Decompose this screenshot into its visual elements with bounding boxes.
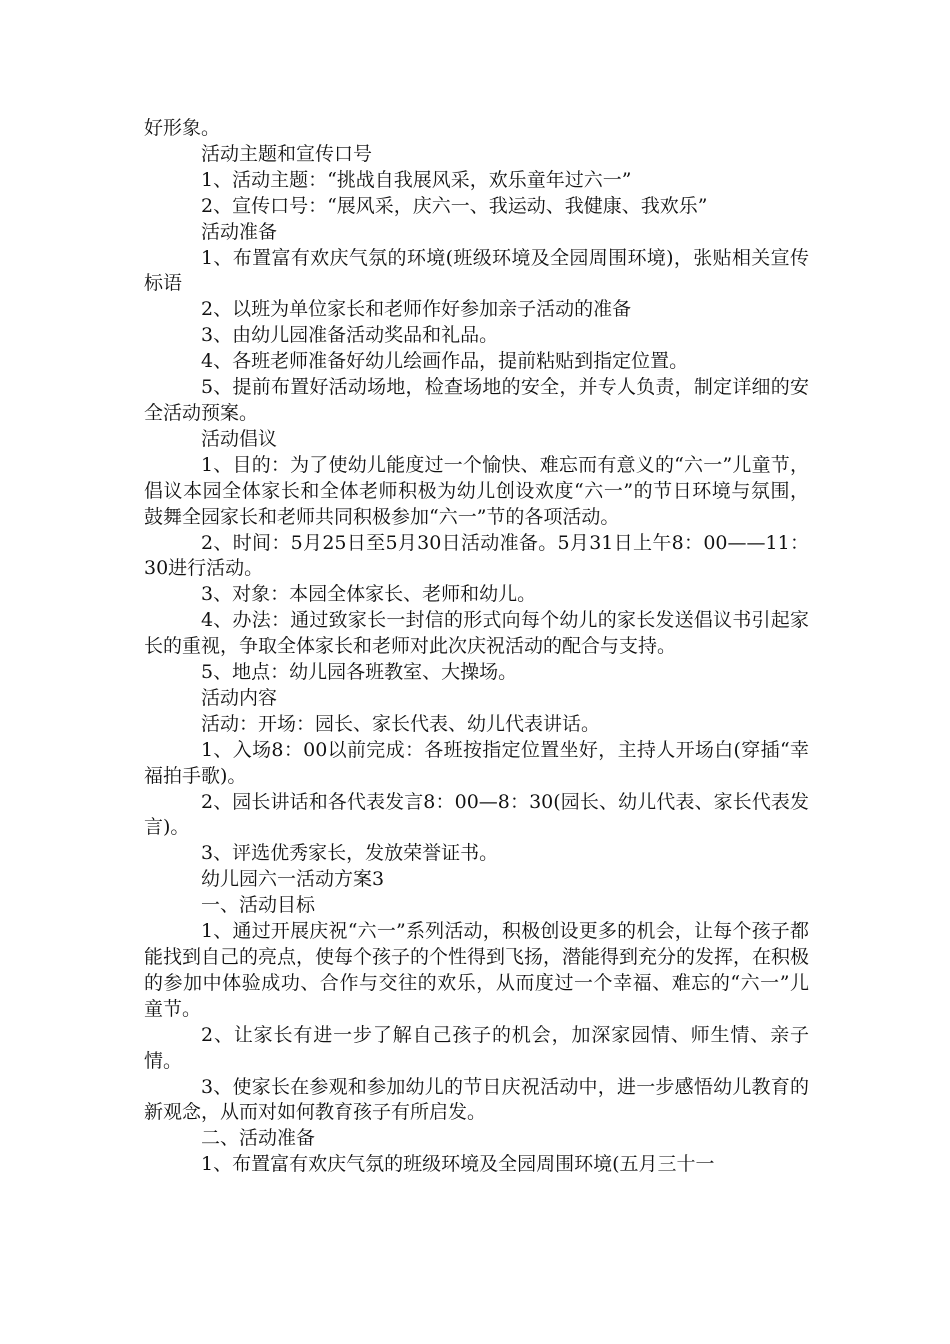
paragraph-0: 好形象。	[144, 117, 221, 139]
paragraph-prep-2: 2、以班为单位家长和老师作好参加亲子活动的准备	[201, 298, 632, 321]
paragraph-goal-2: 2、让家长有进一步了解自己孩子的机会，加深家园情、师生情、亲子情。	[144, 1023, 809, 1072]
plan-title-3: 幼儿园六一活动方案3	[201, 868, 385, 891]
paragraph-content-intro: 活动：开场：园长、家长代表、幼儿代表讲话。	[201, 712, 601, 735]
paragraph-init-5: 5、地点：幼儿园各班教室、大操场。	[201, 661, 518, 684]
paragraph-init-1: 1、目的：为了使幼儿能度过一个愉快、难忘而有意义的“六一”儿童节，倡议本园全体家长和全体老师积极为幼儿创设欢度“六一”的节日环境与氛围，鼓舞全园家长和老师共同积极参加“六一”节的各项活动。	[144, 453, 809, 528]
section-heading-goals: 一、活动目标	[201, 894, 316, 917]
paragraph-prep2-1: 1、布置富有欢庆气氛的班级环境及全园周围环境(五月三十一	[201, 1153, 715, 1176]
paragraph-prep-5: 5、提前布置好活动场地，检查场地的安全，并专人负责，制定详细的安全活动预案。	[144, 376, 809, 424]
section-heading-preparation: 活动准备	[201, 220, 278, 243]
paragraph-content-1: 1、入场8：00以前完成：各班按指定位置坐好，主持人开场白(穿插“幸福拍手歌)。	[144, 738, 809, 787]
paragraph-theme-2: 2、宣传口号：“展风采，庆六一、我运动、我健康、我欢乐”	[201, 194, 708, 217]
section-heading-preparation-2: 二、活动准备	[201, 1127, 316, 1150]
paragraph-init-2: 2、时间：5月25日至5月30日活动准备。5月31日上午8：00——11：30进行活动。	[144, 531, 809, 580]
section-heading-initiative: 活动倡议	[201, 427, 278, 450]
section-heading-content: 活动内容	[201, 686, 278, 709]
section-heading-theme: 活动主题和宣传口号	[201, 142, 373, 165]
paragraph-goal-3: 3、使家长在参观和参加幼儿的节日庆祝活动中，进一步感悟幼儿教育的新观念，从而对如何教育孩子有所启发。	[144, 1075, 809, 1124]
paragraph-prep-1: 1、布置富有欢庆气氛的环境(班级环境及全园周围环境)，张贴相关宣传标语	[144, 246, 809, 295]
paragraph-content-2: 2、园长讲话和各代表发言8：00—8：30(园长、幼儿代表、家长代表发言)。	[144, 790, 809, 839]
paragraph-prep-3: 3、由幼儿园准备活动奖品和礼品。	[201, 324, 499, 347]
paragraph-content-3: 3、评选优秀家长，发放荣誉证书。	[201, 842, 499, 865]
paragraph-prep-4: 4、各班老师准备好幼儿绘画作品，提前粘贴到指定位置。	[201, 350, 689, 373]
paragraph-goal-1: 1、通过开展庆祝“六一”系列活动，积极创设更多的机会，让每个孩子都能找到自己的亮点，使每个孩子的个性得到飞扬，潜能得到充分的发挥，在积极的参加中体验成功、合作与交往的欢乐，从而度过一个幸福、难忘的“六一”儿童节。	[144, 920, 810, 1020]
paragraph-init-4: 4、办法：通过致家长一封信的形式向每个幼儿的家长发送倡议书引起家长的重视，争取全体家长和老师对此次庆祝活动的配合与支持。	[144, 609, 809, 658]
paragraph-theme-1: 1、活动主题：“挑战自我展风采，欢乐童年过六一”	[201, 168, 632, 191]
document-body	[144, 116, 809, 1178]
paragraph-init-3: 3、对象：本园全体家长、老师和幼儿。	[201, 583, 537, 606]
